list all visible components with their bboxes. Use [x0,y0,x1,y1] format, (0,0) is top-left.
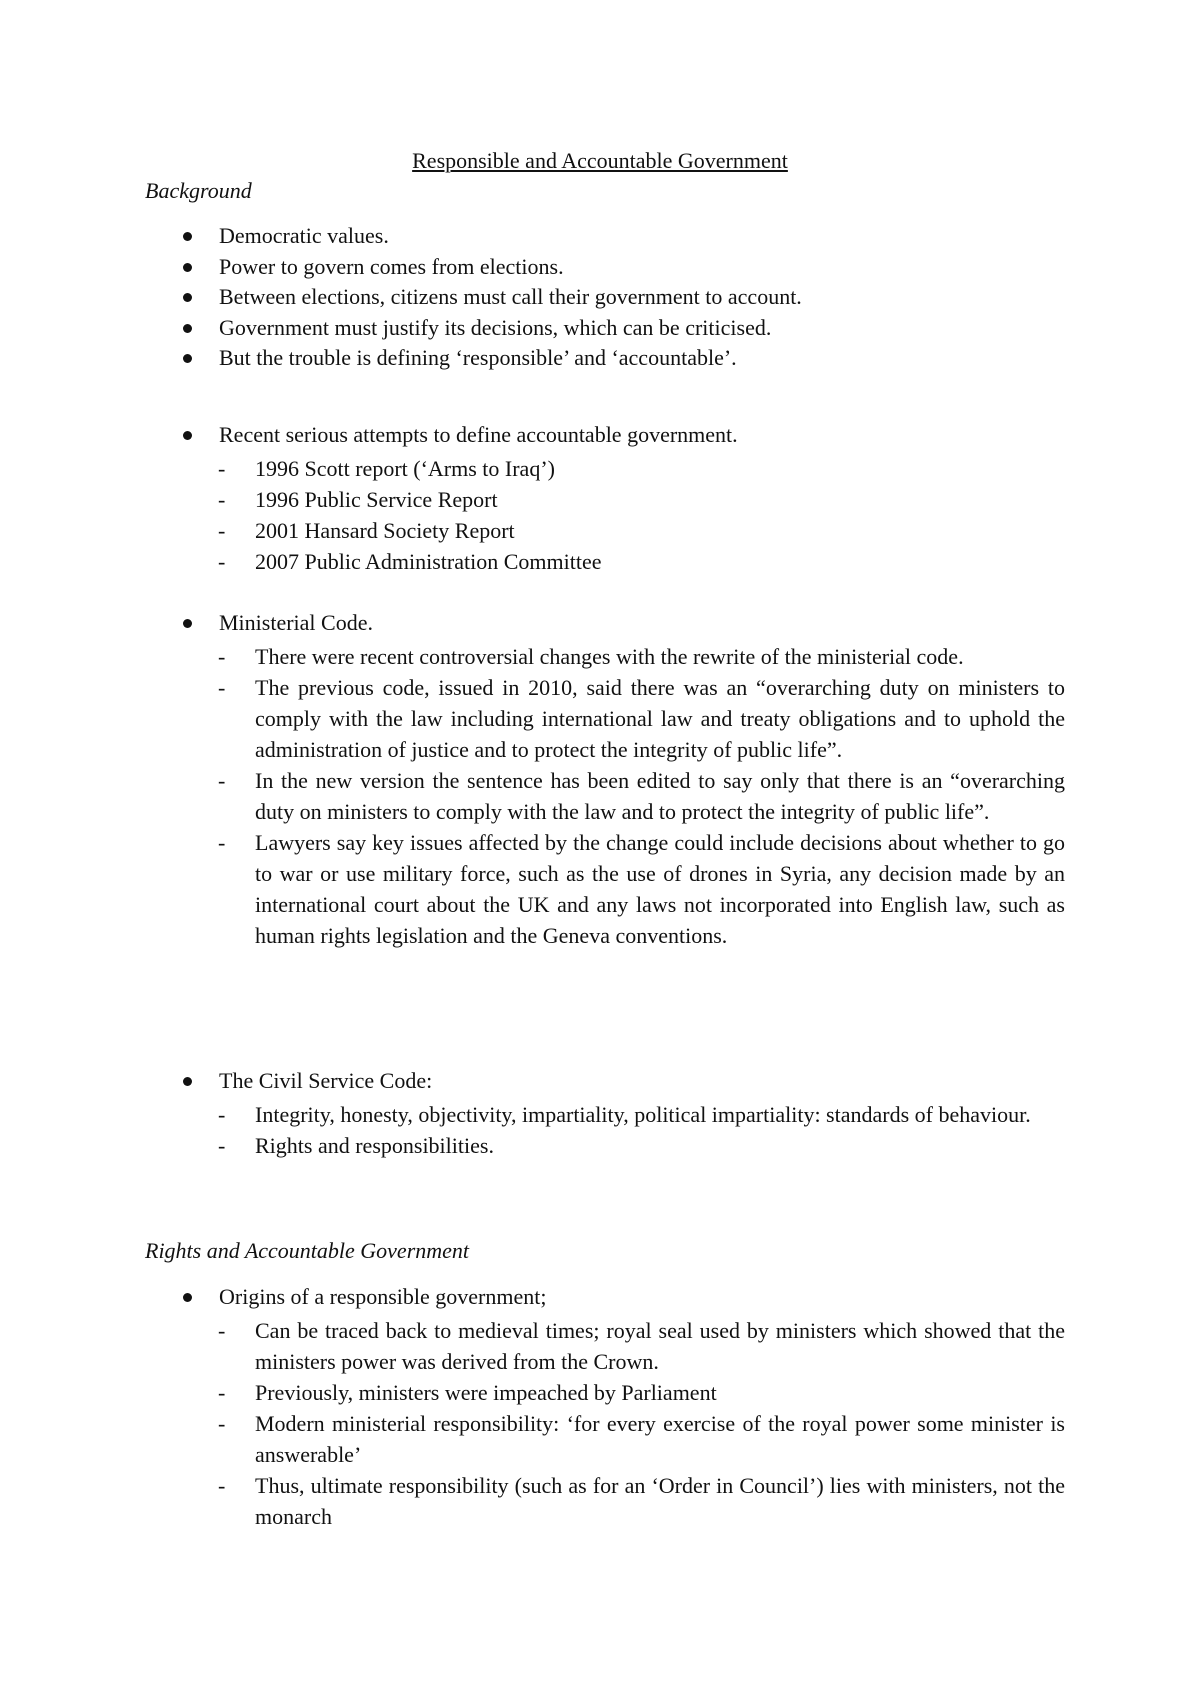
bullet-icon [183,1293,192,1302]
section-heading-rights: Rights and Accountable Government [145,1238,470,1263]
bullet-icon [183,431,192,440]
sub-item: - Previously, ministers were impeached by Parliament [218,1379,717,1405]
bullet-icon [183,1077,192,1086]
sub-item: - Integrity, honesty, objectivity, impartiality, political impartiality: standards of behaviour. [218,1101,1031,1127]
page-title: Responsible and Accountable Government [412,148,788,173]
sub-item: - Modern ministerial responsibility: ‘for every exercise of the royal power some minister is answerable’ [218,1410,1065,1467]
bullet-item: But the trouble is defining ‘responsible’ and ‘accountable’. [145,343,1065,374]
sub-item: - In the new version the sentence has been edited to say only that there is an “overarching duty on ministers to comply with the law and to protect the integrity of public life”. [218,767,1065,824]
sub-list [219,1099,1065,1161]
section-heading-background: Background [145,178,252,203]
sub-item: - 1996 Public Service Report [218,486,498,512]
bullet-item: Government must justify its decisions, which can be criticised. [145,313,1065,344]
attempts-bullet-list [145,420,1065,577]
bullet-item: The Civil Service Code: - Integrity, honesty, objectivity, impartiality, political impartiality: standards of behaviour. - Rights and responsibilities. [145,1066,1065,1161]
origins-bullet-list [145,1282,1065,1532]
sub-item: - Thus, ultimate responsibility (such as for an ‘Order in Council’) lies with ministers, not the monarch [218,1472,1065,1529]
background-bullet-list [145,221,1065,374]
sub-item: - Rights and responsibilities. [218,1132,494,1158]
ministerial-code-bullet-list [145,608,1065,951]
sub-item: - Can be traced back to medieval times; royal seal used by ministers which showed that the ministers power was derived from the Crown. [218,1317,1065,1374]
sub-item: - There were recent controversial changes with the rewrite of the ministerial code. [218,643,964,669]
bullet-icon [183,293,192,302]
sub-list [219,1315,1065,1532]
sub-list [219,641,1065,951]
bullet-icon [183,354,192,363]
sub-item: - 2007 Public Administration Committee [218,548,602,574]
bullet-item: Recent serious attempts to define accountable government. - 1996 Scott report (‘Arms to Iraq’) - 1996 Public Service Report - 2001 Hansard Society Report - 2007 Public Administration Committee [145,420,1065,577]
bullet-icon [183,619,192,628]
sub-item: - The previous code, issued in 2010, said there was an “overarching duty on ministers to comply with the law including international law and treaty obligations and to uphold the administration of justice and to protect the integrity of public life”. [218,674,1065,762]
sub-item: - 2001 Hansard Society Report [218,517,515,543]
sub-item: - Lawyers say key issues affected by the change could include decisions about whether to go to war or use military force, such as the use of drones in Syria, any decision made by an international court about the UK and any laws not incorporated into English law, such as human rights legislation and the Geneva conventions. [218,829,1065,948]
bullet-item: Origins of a responsible government; - Can be traced back to medieval times; royal seal used by ministers which showed that the ministers power was derived from the Crown. - Previously, ministers were impeached by Parliament - Modern ministerial responsibility: ‘for every exercise of the royal power some minister is answerable’ - Thus, ultimate responsibility (such as for an ‘Order in Council’) lies with ministers, not the monarch [145,1282,1065,1532]
sub-item: - 1996 Scott report (‘Arms to Iraq’) [218,455,555,481]
civil-service-bullet-list [145,1066,1065,1161]
bullet-icon [183,324,192,333]
bullet-item: Democratic values. [145,221,1065,252]
bullet-icon [183,263,192,272]
bullet-item: Ministerial Code. - There were recent controversial changes with the rewrite of the ministerial code. - The previous code, issued in 2010, said there was an “overarching duty on ministers to comply with the law including international law and treaty obligations and to uphold the administration of justice and to protect the integrity of public life”. - In the new version the sentence has been edited to say only that there is an “overarching duty on ministers to comply with the law and to protect the integrity of public life”. - Lawyers say key issues affected by the change could include decisions about whether to go to war or use military force, such as the use of drones in Syria, any decision made by an international court about the UK and any laws not incorporated into English law, such as human rights legislation and the Geneva conventions. [145,608,1065,951]
bullet-item: Between elections, citizens must call their government to account. [145,282,1065,313]
bullet-item: Power to govern comes from elections. [145,252,1065,283]
bullet-icon [183,232,192,241]
sub-list [219,453,1065,577]
